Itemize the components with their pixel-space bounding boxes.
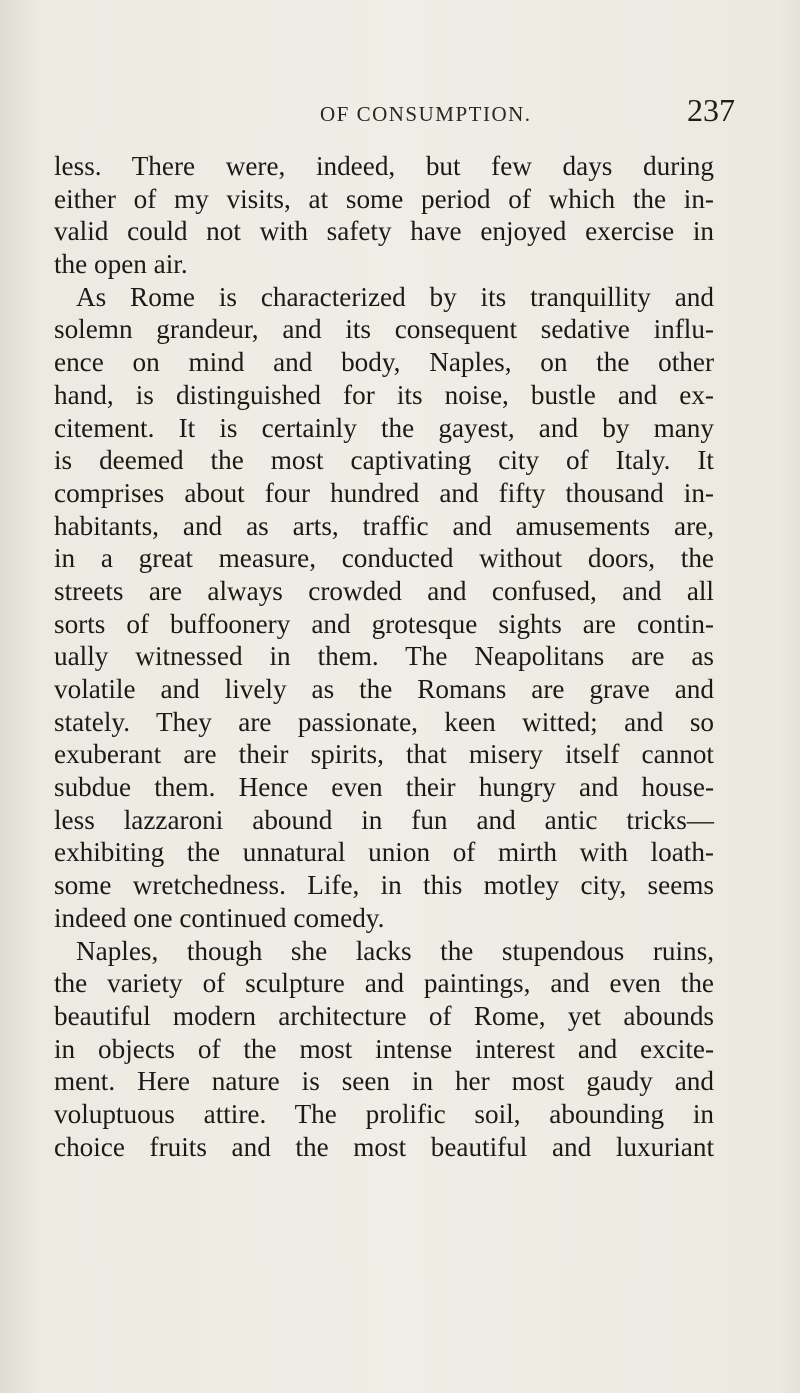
text-line: stately. They are passionate, keen witted; and so: [54, 706, 714, 737]
text-line: exuberant are their spirits, that misery itself cannot: [54, 739, 714, 770]
text-line: volatile and lively as the Romans are grave and: [54, 674, 714, 704]
text-line: solemn grandeur, and its consequent sedative influ-: [54, 314, 714, 345]
body-text: [54, 150, 714, 1163]
text-line: ment. Here nature is seen in her most gaudy and: [54, 1066, 714, 1097]
text-line: As Rome is characterized by its tranquillity and: [76, 281, 714, 312]
text-line: the variety of sculpture and paintings, and even the: [54, 968, 714, 999]
text-line: valid could not with safety have enjoyed exercise in: [54, 216, 714, 247]
text-line: ence on mind and body, Naples, on the other: [54, 347, 714, 378]
text-line: in a great measure, conducted without doors, the: [54, 543, 714, 574]
text-line: some wretchedness. Life, in this motley city, seems: [54, 870, 714, 901]
text-line: beautiful modern architecture of Rome, yet abounds: [54, 1000, 714, 1031]
text-line: streets are always crowded and confused, and all: [54, 575, 714, 606]
text-line: exhibiting the unnatural union of mirth with loath-: [54, 837, 714, 868]
text-line: subdue them. Hence even their hungry and house-: [54, 772, 714, 803]
page-header: [0, 92, 800, 136]
text-line: sorts of buffoonery and grotesque sights are contin-: [54, 608, 714, 639]
text-line: hand, is distinguished for its noise, bustle and ex-: [54, 379, 714, 410]
text-line: indeed one continued comedy.: [54, 902, 385, 933]
text-line: ually witnessed in them. The Neapolitans are as: [54, 641, 714, 672]
text-line: either of my visits, at some period of which the in-: [54, 183, 714, 214]
text-line: voluptuous attire. The prolific soil, abounding in: [54, 1098, 714, 1129]
text-line: less lazzaroni abound in fun and antic tricks—: [54, 804, 714, 835]
text-line: is deemed the most captivating city of Italy. It: [54, 445, 714, 476]
text-line: choice fruits and the most beautiful and luxuriant: [54, 1131, 714, 1162]
text-line: comprises about four hundred and fifty thousand in-: [54, 477, 714, 508]
text-line: Naples, though she lacks the stupendous ruins,: [76, 935, 714, 966]
running-head: OF CONSUMPTION.: [320, 102, 532, 126]
text-line: habitants, and as arts, traffic and amusements are,: [54, 510, 714, 541]
text-line: citement. It is certainly the gayest, and by many: [54, 412, 714, 443]
text-line: less. There were, indeed, but few days during: [54, 151, 714, 181]
page-number: 237: [687, 92, 735, 128]
text-line: in objects of the most intense interest and excite-: [54, 1033, 714, 1064]
text-line: the open air.: [54, 249, 188, 280]
